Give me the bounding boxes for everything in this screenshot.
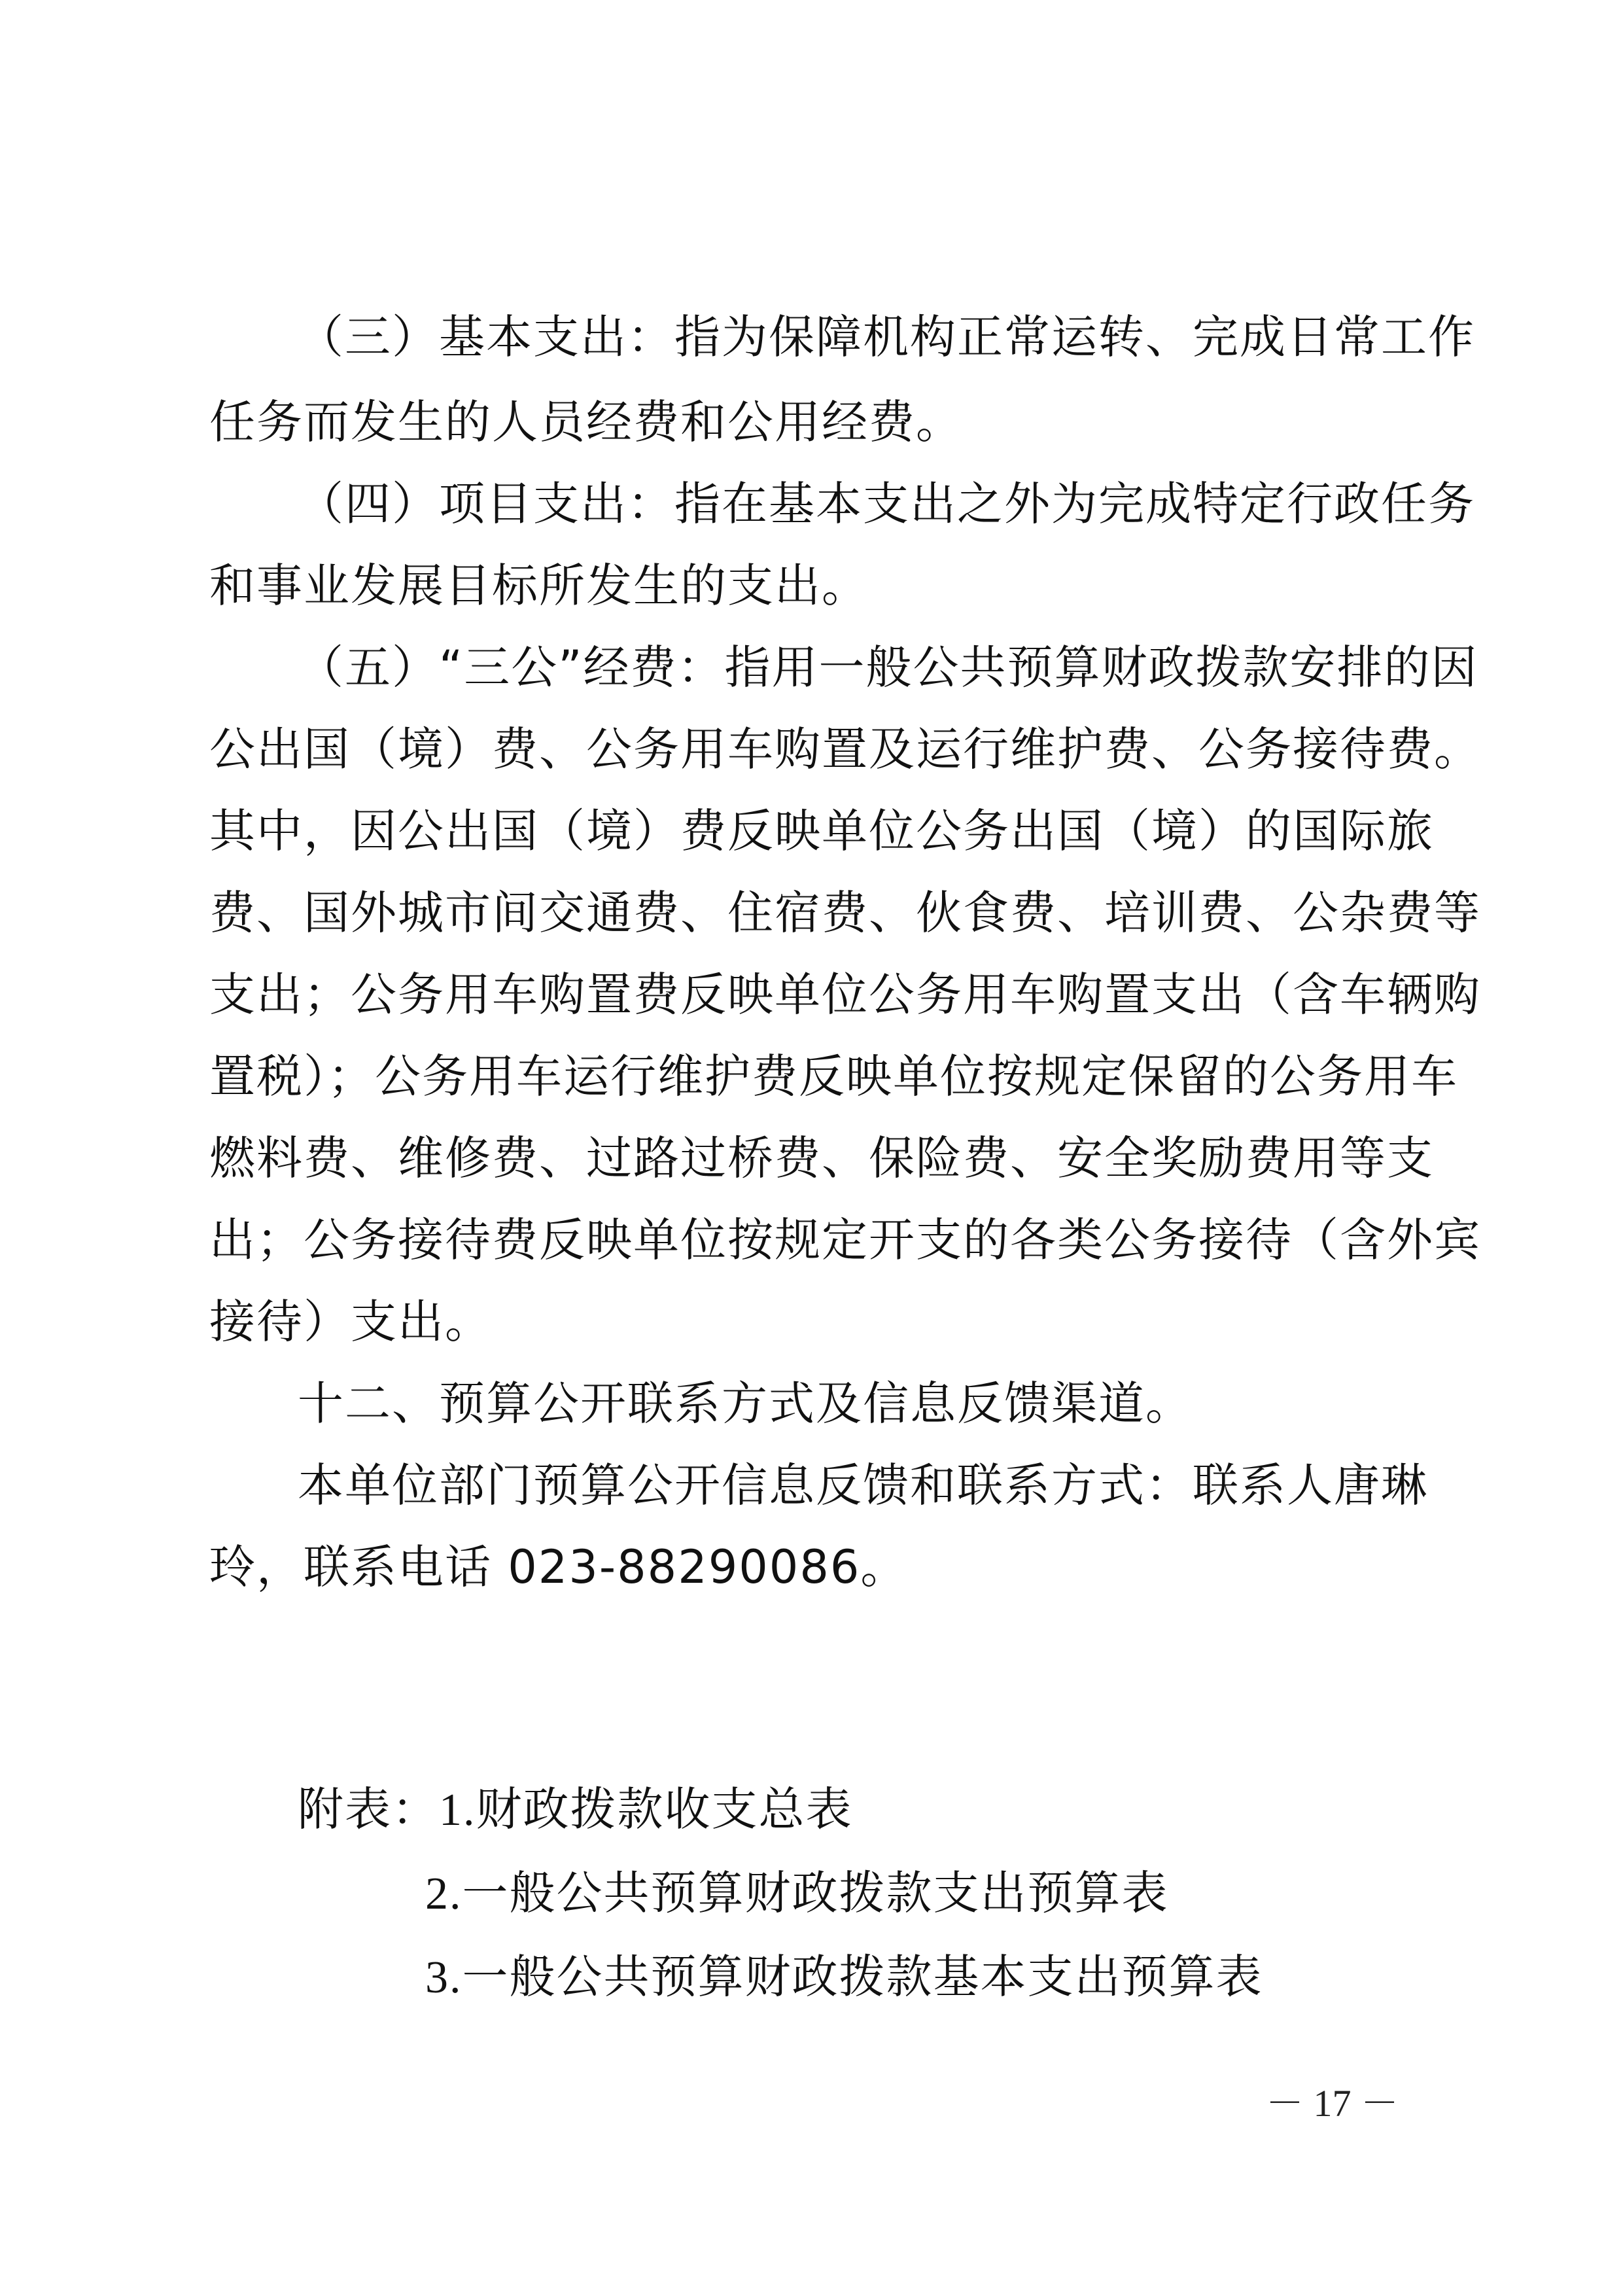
paragraph-three-public-line-9: 接待）支出。 bbox=[209, 1295, 492, 1349]
paragraph-three-public-line-4: 费、国外城市间交通费、住宿费、伙食费、培训费、公杂费等 bbox=[209, 886, 1481, 940]
annex-item-number: 2. bbox=[425, 1869, 462, 1919]
paragraph-project-expenditure-line-2: 和事业发展目标所发生的支出。 bbox=[209, 559, 869, 612]
paragraph-three-public-line-2: 公出国（境）费、公务用车购置及运行维护费、公务接待费。 bbox=[209, 722, 1481, 776]
annex-item-2 bbox=[425, 1863, 1623, 1924]
paragraph-three-public-line-3: 其中，因公出国（境）费反映单位公务出国（境）的国际旅 bbox=[209, 804, 1434, 858]
paragraph-contact-line-2: 玲，联系电话 023-88290086。 bbox=[209, 1540, 908, 1594]
paragraph-project-expenditure-line-1: （四）项目支出：指在基本支出之外为完成特定行政任务 bbox=[298, 477, 1475, 531]
paragraph-contact-line-1: 本单位部门预算公开信息反馈和联系方式：联系人唐琳 bbox=[298, 1458, 1428, 1512]
annex-label: 附表： bbox=[298, 1782, 439, 1836]
paragraph-three-public-line-1: （五）“三公”经费：指用一般公共预算财政拨款安排的因 bbox=[298, 641, 1478, 694]
annex-item-text: 财政拨款收支总表 bbox=[476, 1782, 853, 1836]
paragraph-basic-expenditure-line-1: （三）基本支出：指为保障机构正常运转、完成日常工作 bbox=[298, 310, 1475, 364]
paragraph-three-public-line-7: 燃料费、维修费、过路过桥费、保险费、安全奖励费用等支 bbox=[209, 1131, 1434, 1185]
annex-item-number: 3. bbox=[425, 1952, 462, 2003]
annex-item-1 bbox=[298, 1780, 1527, 1840]
annex-item-text: 一般公共预算财政拨款基本支出预算表 bbox=[462, 1950, 1263, 2004]
paragraph-three-public-line-5: 支出；公务用车购置费反映单位公务用车购置支出（含车辆购 bbox=[209, 968, 1481, 1021]
paragraph-three-public-line-6: 置税）；公务用车运行维护费反映单位按规定保留的公务用车 bbox=[209, 1050, 1458, 1103]
paragraph-basic-expenditure-line-2: 任务而发生的人员经费和公用经费。 bbox=[209, 395, 963, 449]
annex-item-number: 1. bbox=[439, 1785, 476, 1835]
section-heading-contact: 十二、预算公开联系方式及信息反馈渠道。 bbox=[298, 1377, 1193, 1430]
annex-item-3 bbox=[425, 1947, 1623, 2007]
annex-item-text: 一般公共预算财政拨款支出预算表 bbox=[462, 1866, 1169, 1920]
paragraph-three-public-line-8: 出；公务接待费反映单位按规定开支的各类公务接待（含外宾 bbox=[209, 1213, 1481, 1267]
page-number: － 17 － bbox=[1266, 2082, 1399, 2125]
